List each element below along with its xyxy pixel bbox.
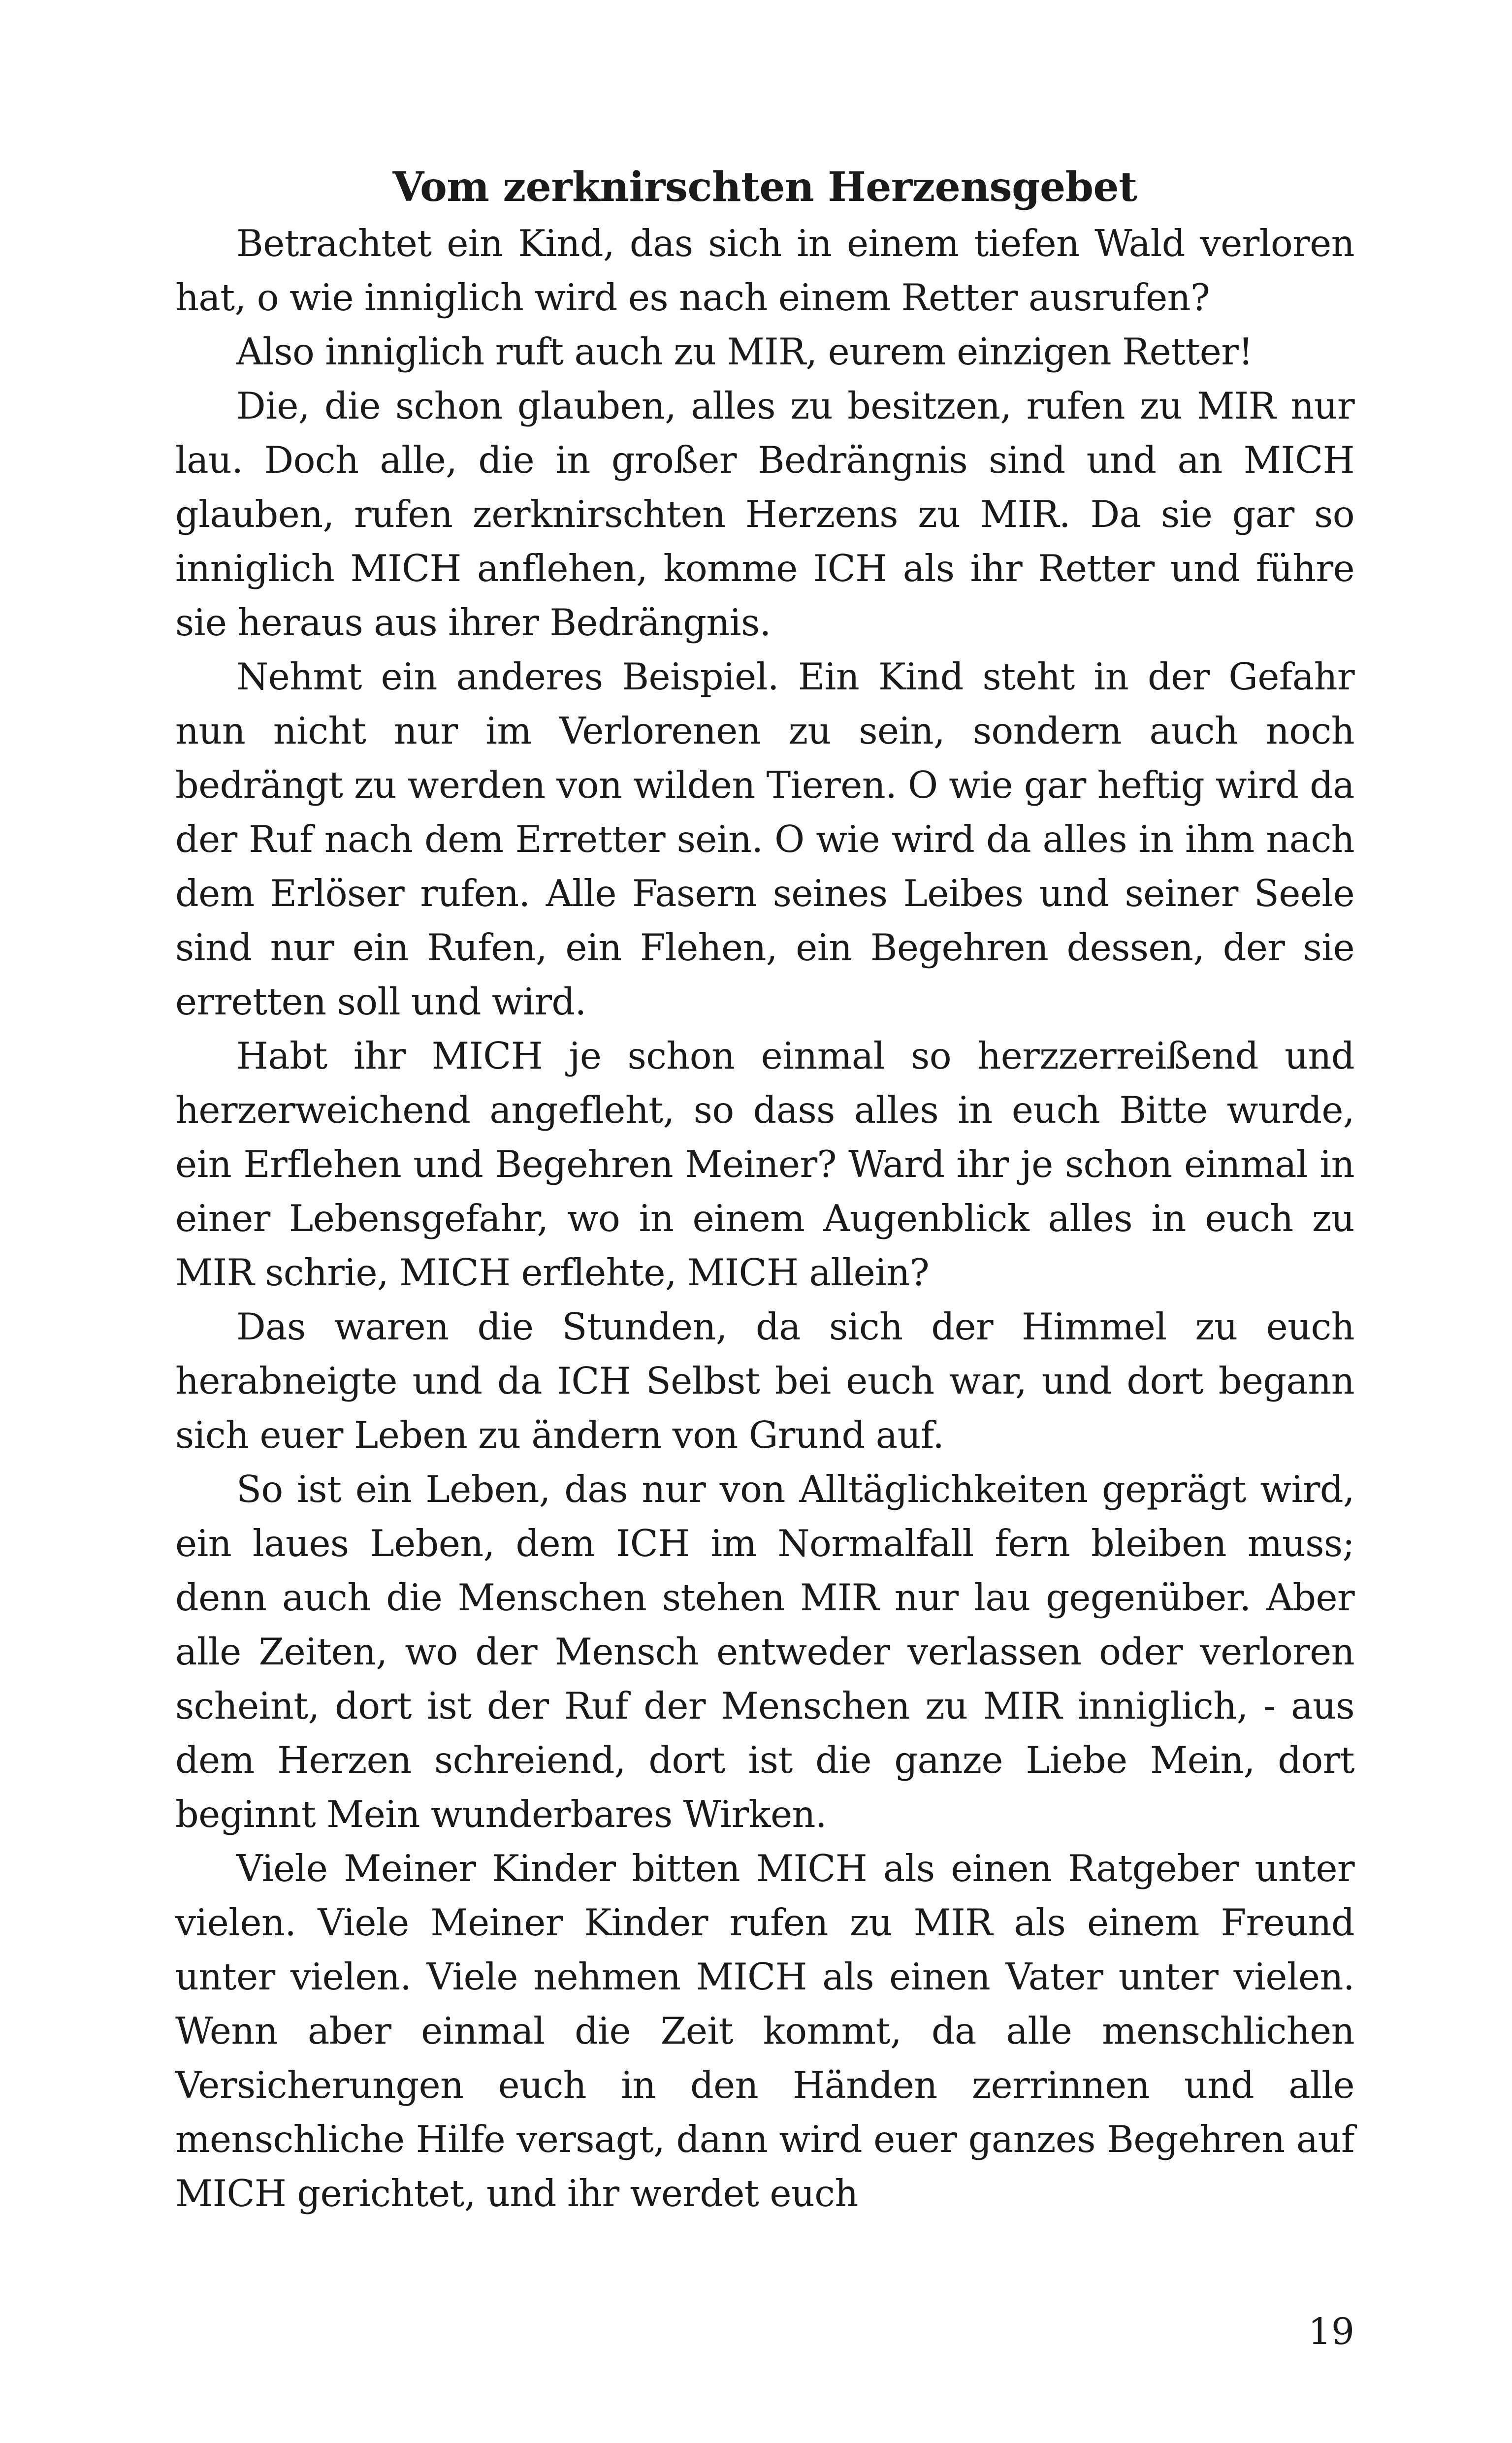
page-number: 19 xyxy=(1308,2311,1354,2353)
page-body xyxy=(175,148,1354,2221)
paragraph: So ist ein Leben, das nur von Alltäglichkeiten geprägt wird, ein laues Leben, dem ICH im Normalfall fern bleiben muss; denn auch die Menschen stehen MIR nur lau gegenüber. Aber alle Zeiten, wo der Mensch entweder verlassen oder verloren scheint, dort ist der Ruf der Menschen zu MIR inniglich, - aus dem Herzen schreiend, dort ist die ganze Liebe Mein, dort beginnt Mein wunderbares Wirken. xyxy=(175,1468,1354,1836)
paragraph: Die, die schon glauben, alles zu besitzen, rufen zu MIR nur lau. Doch alle, die in großer Bedrängnis sind und an MICH glauben, rufen zerknirschten Herzens zu MIR. Da sie gar so inniglich MICH anflehen, komme ICH als ihr Retter und führe sie heraus aus ihrer Bedrängnis. xyxy=(175,385,1354,644)
paragraph: Also inniglich ruft auch zu MIR, eurem einzigen Retter! xyxy=(236,330,1253,373)
paragraph: Das waren die Stunden, da sich der Himmel zu euch herabneigte und da ICH Selbst bei euch war, und dort begann sich euer Leben zu ändern von Grund auf. xyxy=(175,1305,1354,1457)
page-title: Vom zerknirschten Herzensgebet xyxy=(392,163,1137,211)
paragraph: Viele Meiner Kinder bitten MICH als einen Ratgeber unter vielen. Viele Meiner Kinder rufen zu MIR als einem Freund unter vielen. Viele nehmen MICH als einen Vater unter vielen. Wenn aber einmal die Zeit kommt, da alle menschlichen Versicherungen euch in den Händen zerrinnen und alle menschliche Hilfe versagt, dann wird euer ganzes Begehren auf MICH gerichtet, und ihr werdet euch xyxy=(175,1847,1354,2215)
paragraph: Betrachtet ein Kind, das sich in einem tiefen Wald verloren hat, o wie inniglich wird es nach einem Retter ausrufen? xyxy=(175,222,1354,319)
paragraph: Habt ihr MICH je schon einmal so herzzerreißend und herzerweichend angefleht, so dass alles in euch Bitte wurde, ein Erflehen und Begehren Meiner? Ward ihr je schon einmal in einer Lebensgefahr, wo in einem Augenblick alles in euch zu MIR schrie, MICH erflehte, MICH allein? xyxy=(175,1035,1354,1294)
paragraph: Nehmt ein anderes Beispiel. Ein Kind steht in der Gefahr nun nicht nur im Verlorenen zu sein, sondern auch noch bedrängt zu werden von wilden Tieren. O wie gar heftig wird da der Ruf nach dem Erretter sein. O wie wird da alles in ihm nach dem Erlöser rufen. Alle Fasern seines Leibes und seiner Seele sind nur ein Rufen, ein Flehen, ein Begehren dessen, der sie erretten soll und wird. xyxy=(175,655,1354,1023)
